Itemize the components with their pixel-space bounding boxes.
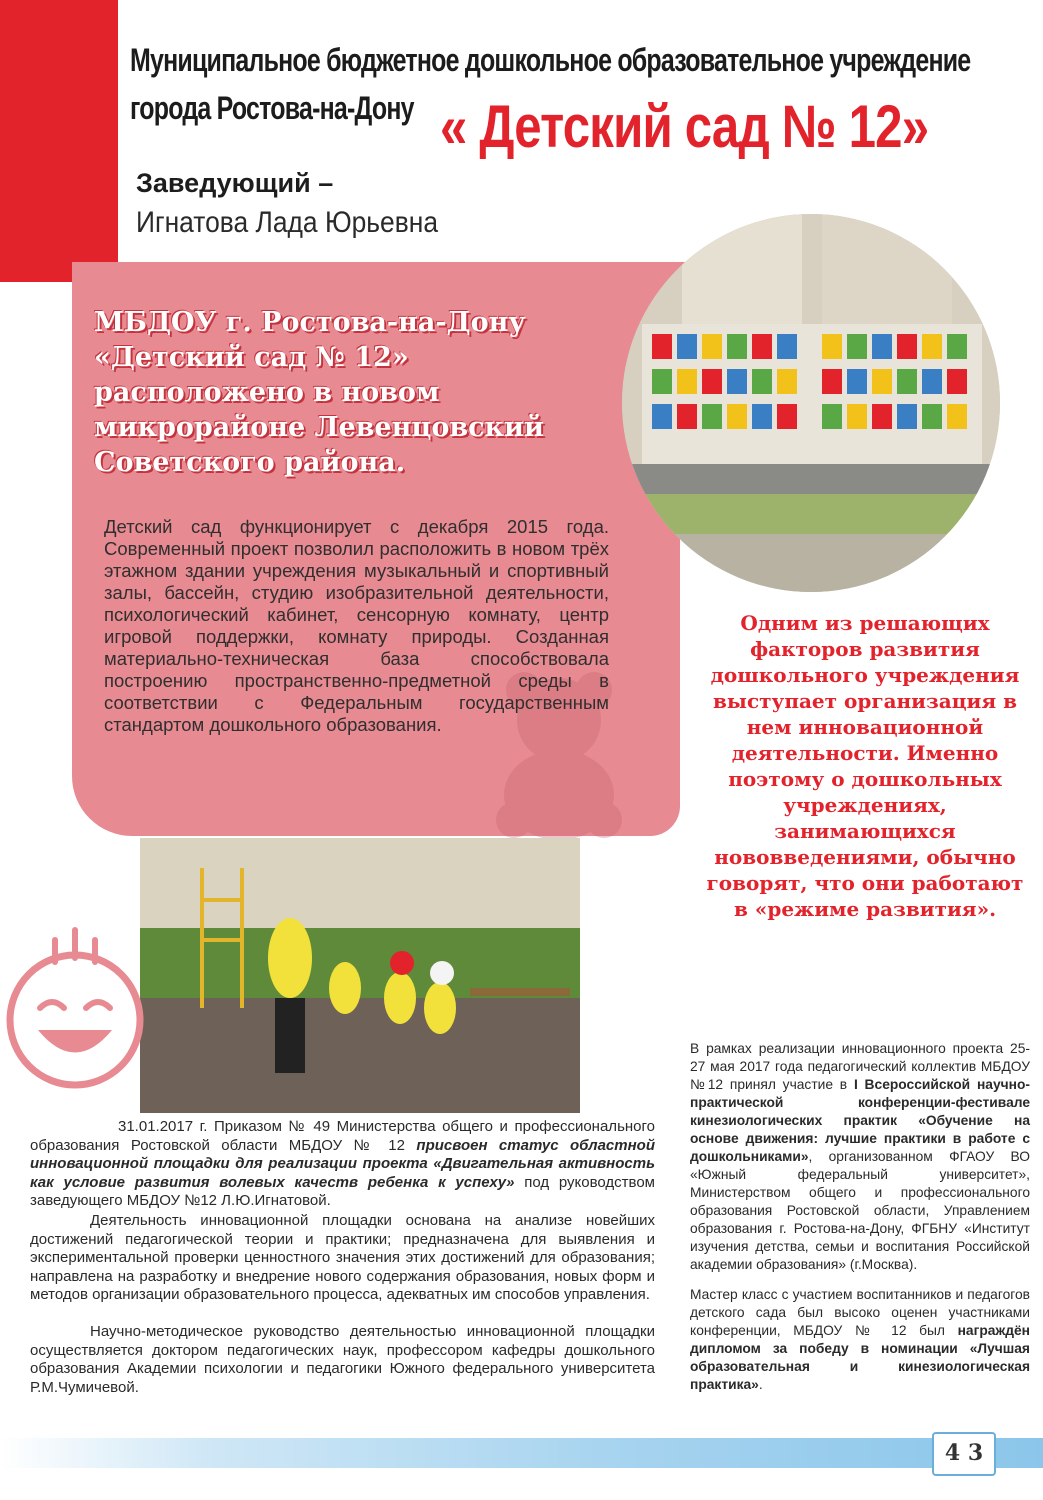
right-p2-end: .: [758, 1377, 763, 1392]
playground-illustration: [140, 838, 580, 1113]
red-accent-bar: [0, 0, 118, 282]
left-p1-bold: присвоен статус областной инновационной площадки для реализации проекта «Двигательная активность как условие развития волевых качеств ребенка к успеху»: [30, 1136, 655, 1191]
left-p2-text: Деятельность инновационной площадки основана на анализе новейших достижений педагогической теории и практики; предназначена для выявления и экспериментальной проверки ценностного значения этих достижений для образования; направлена на разработку и внедрение нового содержания образования, новых форм и методов организации образовательного процесса, адекватных им способов управления.: [30, 1212, 655, 1303]
head-name: Игнатова Лада Юрьевна: [136, 206, 439, 239]
intro-paragraph: Детский сад функционирует с декабря 2015 года. Современный проект позволил расположить в новом трёх этажном здании учреждения музыкальный и спортивный залы, бассейн, студию изобразительной деятельности, психологический кабинет, сенсорную комнату, центр игровой поддержки, комнату природы. Созданная материально-техническая база способствовала построению пространственно-предметной среды в соответствии с Федеральным государственным стандартом дошкольного образования.: [104, 516, 609, 735]
left-paragraph-2: [30, 1212, 655, 1305]
page-number-box: [932, 1432, 996, 1476]
kindergarten-title: « Детский сад № 12»: [440, 93, 929, 160]
left-paragraph-3: [30, 1323, 655, 1397]
lead-statement: МБДОУ г. Ростова-на-Дону «Детский сад № 12» расположено в новом микрорайоне Левенцовский Советского района.: [94, 307, 545, 478]
smiling-face-icon: [0, 900, 160, 1100]
institution-name-line1: Муниципальное бюджетное дошкольное образовательное учреждение: [130, 42, 971, 78]
left-p1-end: под руководством заведующего МБДОУ №12 Л.Ю.Игнатовой.: [30, 1173, 655, 1209]
right-p1-bold: I Всероссийской научно-практической конференции-фестивале кинезиологических практик «Обучение на основе движения: лучшие практики в работе с дошкольниками»: [690, 1077, 1030, 1164]
building-illustration: [622, 214, 1000, 592]
children-playground-photo: [140, 838, 580, 1113]
left-p3-text: Научно-методическое руководство деятельностью инновационной площадки осуществляется доктором педагогических наук, профессором кафедры дошкольного образования Академии психологии и педагогики Южного федерального университета Р.М.Чумичевой.: [30, 1323, 655, 1396]
page-number: 4 3: [944, 1440, 984, 1466]
institution-name-line2: города Ростова-на-Дону: [130, 90, 414, 126]
footer-band: [0, 1438, 1043, 1468]
right-paragraph-1: [690, 1040, 1030, 1274]
pull-quote: Одним из решающих факторов развития дошкольного учреждения выступает организация в нем инновационной деятельности. Именно поэтому о дошкольных учреждениях, занимающихся нововведениями, обычно говорят, что они работают в «режиме развития».: [706, 611, 1024, 921]
right-p1-start: В рамках реализации инновационного проекта 25-27 мая 2017 года педагогический коллектив МБДОУ №12 принял участие в: [690, 1041, 1030, 1092]
right-p2-start: Мастер класс с участием воспитанников и педагогов детского сада был высоко оценен участниками конференции, МБДОУ № 12 был: [690, 1287, 1030, 1338]
building-photo: [622, 214, 1000, 592]
right-paragraph-2: [690, 1286, 1030, 1394]
head-role-label: Заведующий –: [136, 168, 334, 198]
right-p1-end: , организованном ФГАОУ ВО «Южный федеральный университет», Министерством общего и профессионального образования Ростовской области, Управлением образования г. Ростова-на-Дону, ФГБНУ «Институт изучения детства, семьи и воспитания Российской академии образования» (г.Москва).: [690, 1149, 1030, 1272]
right-p2-bold: награждён дипломом за победу в номинации «Лучшая образовательная и кинезиологическая практика»: [690, 1323, 1030, 1392]
left-p1-start: 31.01.2017 г. Приказом № 49 Министерства общего и профессионального образования Ростовской области МБДОУ № 12: [30, 1118, 655, 1154]
left-paragraph-1: [30, 1118, 655, 1211]
